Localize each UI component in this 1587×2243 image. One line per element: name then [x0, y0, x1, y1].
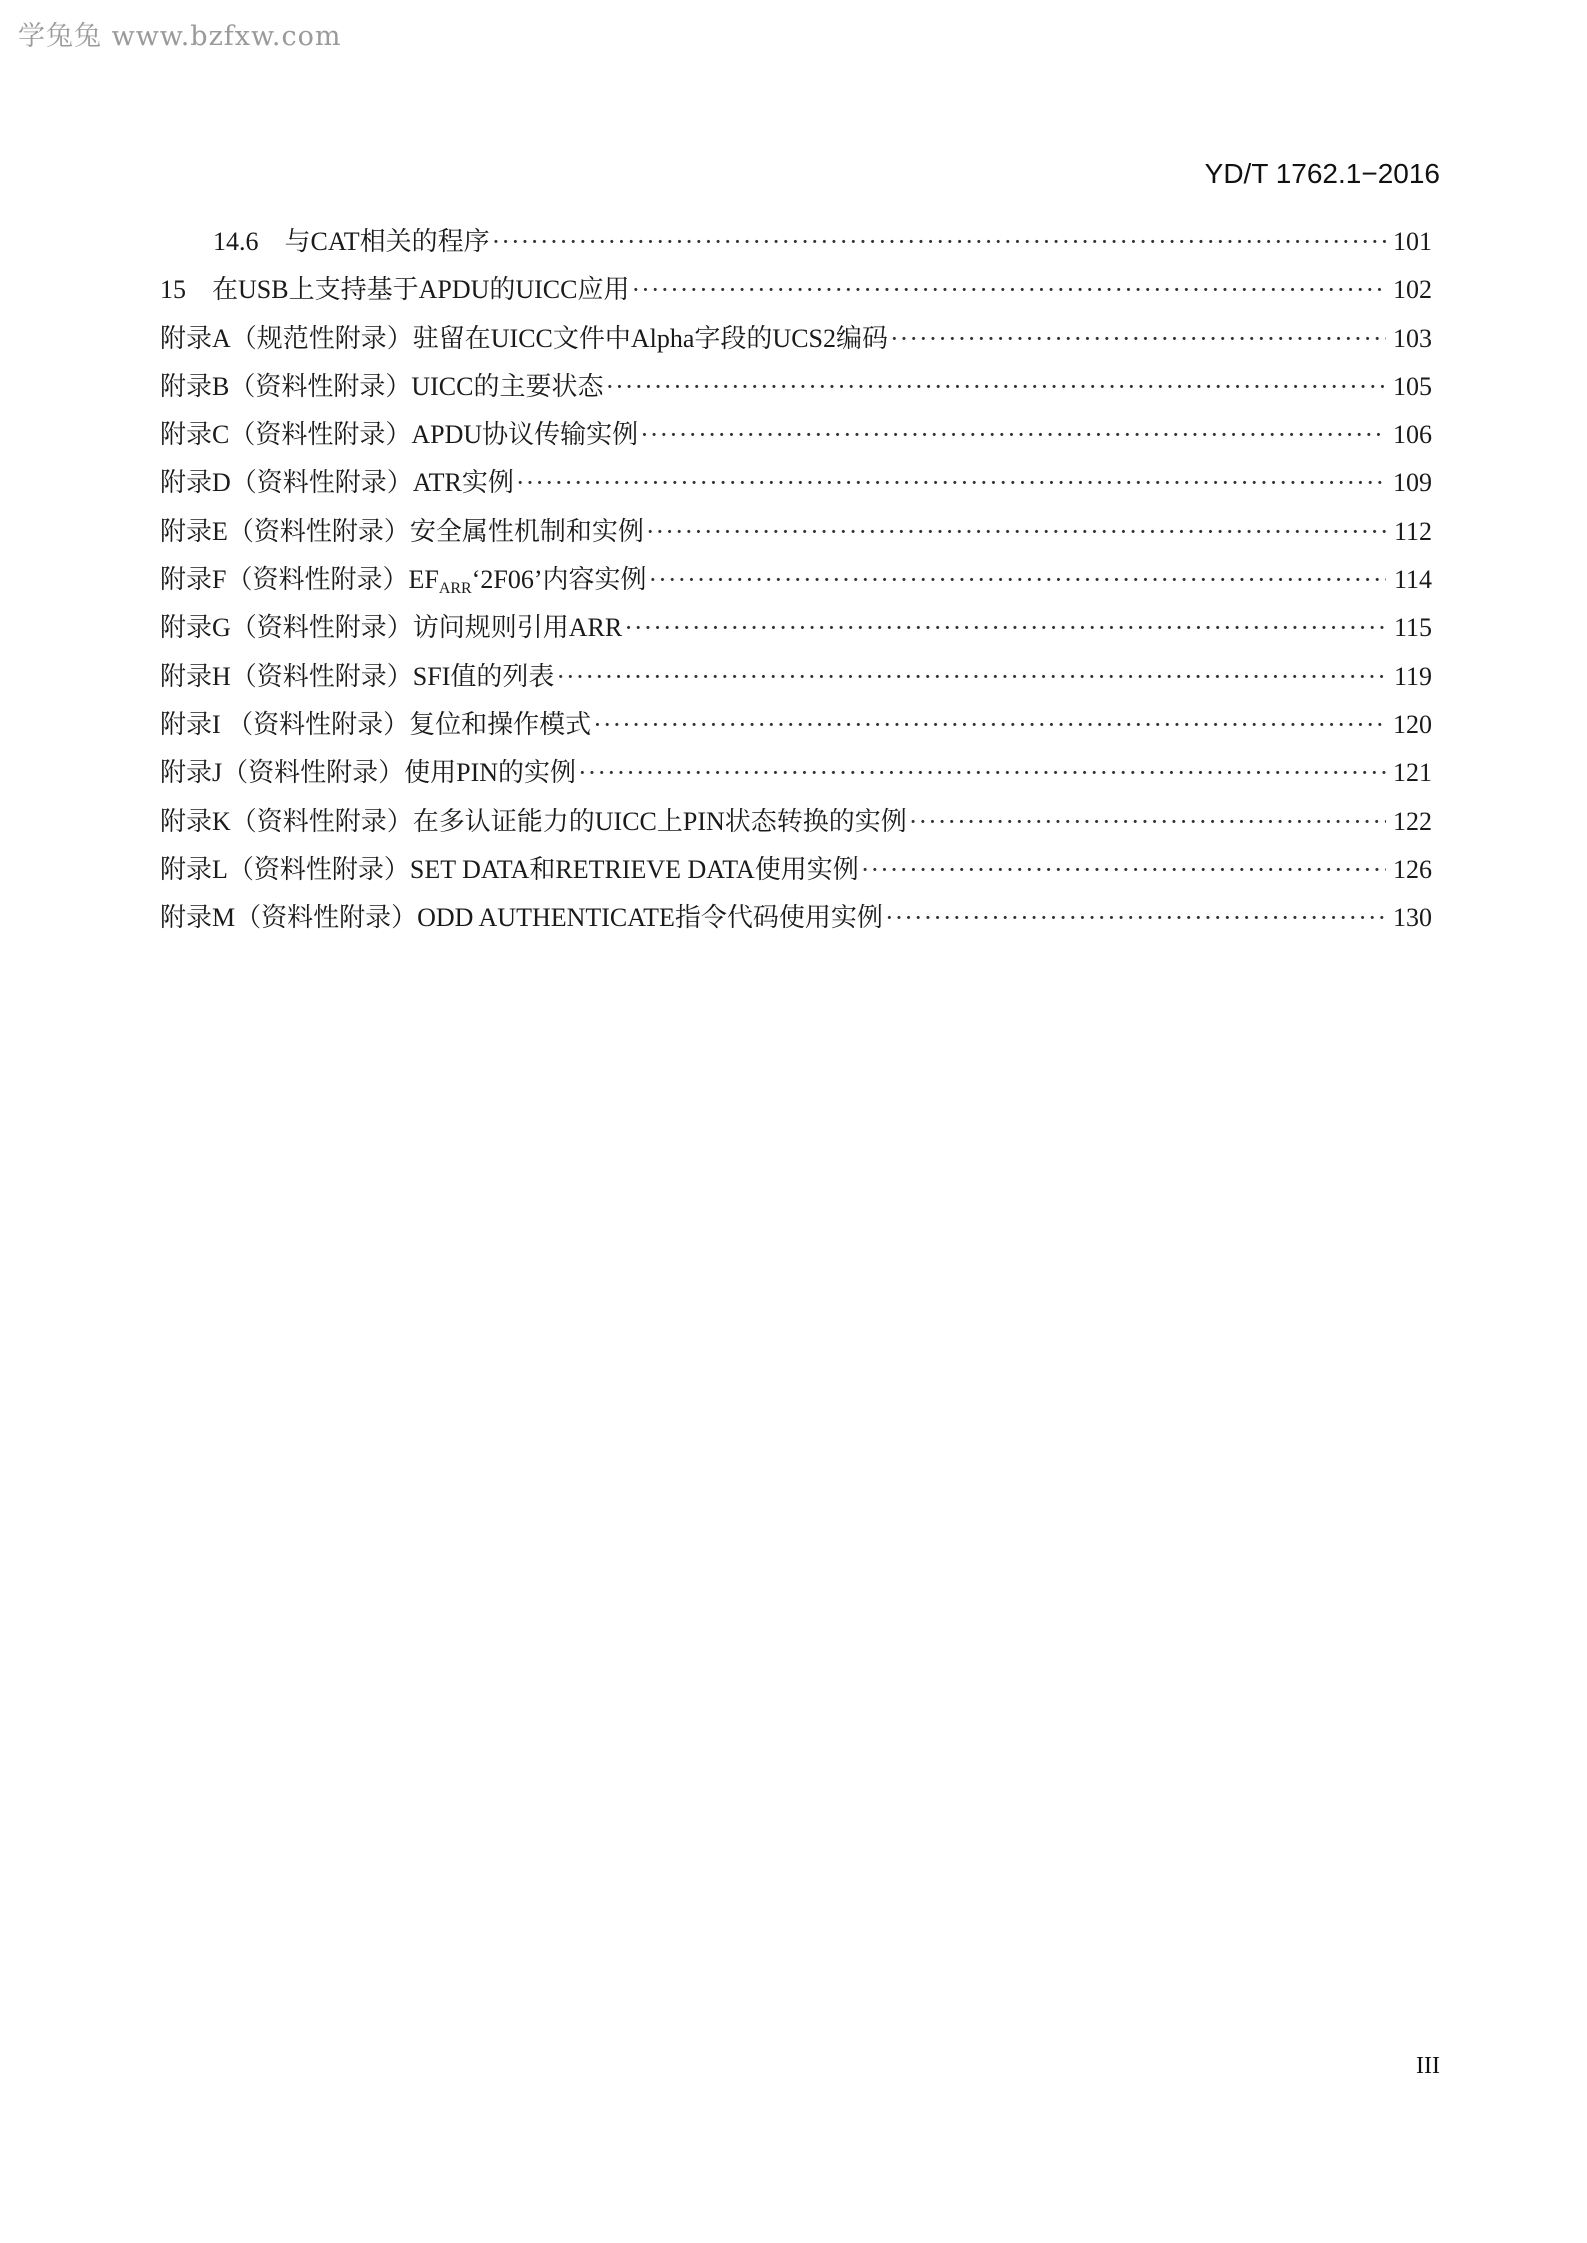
- toc-entry-page: 109: [1393, 468, 1432, 498]
- toc-entry-title: 附录K（资料性附录）在多认证能力的UICC上PIN状态转换的实例: [160, 806, 907, 836]
- toc-entry-page: 130: [1393, 903, 1432, 933]
- toc-dot-leader: [624, 604, 1386, 652]
- toc-entry-appendix-h[interactable]: [160, 653, 1432, 701]
- toc-entry-page: 114: [1393, 565, 1432, 595]
- toc-entry-appendix-l[interactable]: [160, 846, 1432, 894]
- toc-entry-appendix-d[interactable]: [160, 459, 1432, 507]
- toc-entry-appendix-i[interactable]: [160, 701, 1432, 749]
- toc-entry-appendix-f[interactable]: [160, 556, 1432, 604]
- toc-entry-title: 附录G（资料性附录）访问规则引用ARR: [160, 613, 623, 643]
- toc-entry-appendix-b[interactable]: [160, 363, 1432, 411]
- toc-entry-title-suffix: ‘2F06’内容实例: [471, 565, 647, 595]
- watermark-text: 学兔兔 www.bzfxw.com: [18, 21, 342, 52]
- toc-entry-page: 119: [1393, 661, 1432, 691]
- toc-dot-leader: [640, 411, 1386, 459]
- toc-entry-appendix-m[interactable]: [160, 894, 1432, 942]
- toc-entry-page: 101: [1393, 227, 1432, 256]
- toc-dot-leader: [861, 846, 1386, 894]
- toc-entry-14-6[interactable]: [160, 218, 1432, 266]
- toc-dot-leader: [578, 749, 1386, 797]
- toc-entry-page: 102: [1393, 275, 1432, 305]
- document-code: YD/T 1762.1−2016: [1204, 158, 1440, 189]
- toc-dot-leader: [885, 894, 1386, 942]
- toc-dot-leader: [556, 653, 1386, 701]
- toc-entry-page: 106: [1393, 420, 1432, 450]
- toc-dot-leader: [909, 798, 1386, 846]
- toc-dot-leader: [516, 459, 1386, 507]
- toc-entry-appendix-j[interactable]: [160, 749, 1432, 797]
- toc-dot-leader: [646, 508, 1386, 556]
- toc-entry-appendix-a[interactable]: [160, 315, 1432, 363]
- toc-entry-title: [160, 556, 647, 604]
- toc-entry-title-prefix: 附录F（资料性附录）EF: [160, 565, 439, 595]
- toc-dot-leader: [649, 556, 1387, 604]
- toc-entry-title: 附录J（资料性附录）使用PIN的实例: [160, 758, 577, 788]
- toc-entry-appendix-e[interactable]: [160, 508, 1432, 556]
- toc-entry-page: 115: [1393, 613, 1432, 643]
- toc-entry-title: 附录I （资料性附录）复位和操作模式: [160, 709, 592, 739]
- toc-entry-appendix-g[interactable]: [160, 604, 1432, 652]
- toc-entry-appendix-k[interactable]: [160, 798, 1432, 846]
- toc-dot-leader: [593, 701, 1386, 749]
- toc-entry-page: 122: [1393, 806, 1432, 836]
- toc-dot-leader: [492, 218, 1386, 266]
- toc-entry-title: 15 在USB上支持基于APDU的UICC应用: [160, 275, 630, 305]
- toc-dot-leader: [605, 363, 1386, 411]
- toc-entry-title-subscript: ARR: [438, 580, 472, 598]
- toc-entry-title: 附录A（规范性附录）驻留在UICC文件中Alpha字段的UCS2编码: [160, 323, 889, 353]
- toc-entry-page: 126: [1393, 854, 1432, 884]
- table-of-contents: [160, 218, 1432, 942]
- toc-entry-page: 121: [1393, 758, 1432, 788]
- toc-entry-page: 105: [1393, 371, 1432, 401]
- toc-dot-leader: [632, 266, 1387, 314]
- toc-entry-appendix-c[interactable]: [160, 411, 1432, 459]
- toc-entry-title: 14.6 与CAT相关的程序: [213, 227, 490, 256]
- toc-entry-title: 附录H（资料性附录）SFI值的列表: [160, 661, 555, 691]
- toc-entry-title: 附录C（资料性附录）APDU协议传输实例: [160, 420, 639, 450]
- toc-entry-title: 附录L（资料性附录）SET DATA和RETRIEVE DATA使用实例: [160, 854, 859, 884]
- toc-entry-title: 附录E（资料性附录）安全属性机制和实例: [160, 516, 644, 546]
- toc-entry-15[interactable]: [160, 266, 1432, 314]
- toc-dot-leader: [890, 315, 1386, 363]
- toc-entry-title: 附录M（资料性附录）ODD AUTHENTICATE指令代码使用实例: [160, 903, 883, 933]
- toc-entry-page: 112: [1393, 516, 1432, 546]
- toc-entry-page: 120: [1393, 709, 1432, 739]
- toc-entry-page: 103: [1393, 323, 1432, 353]
- toc-entry-title: 附录B（资料性附录）UICC的主要状态: [160, 371, 604, 401]
- toc-entry-title: 附录D（资料性附录）ATR实例: [160, 468, 514, 498]
- page-number: III: [1416, 2053, 1440, 2079]
